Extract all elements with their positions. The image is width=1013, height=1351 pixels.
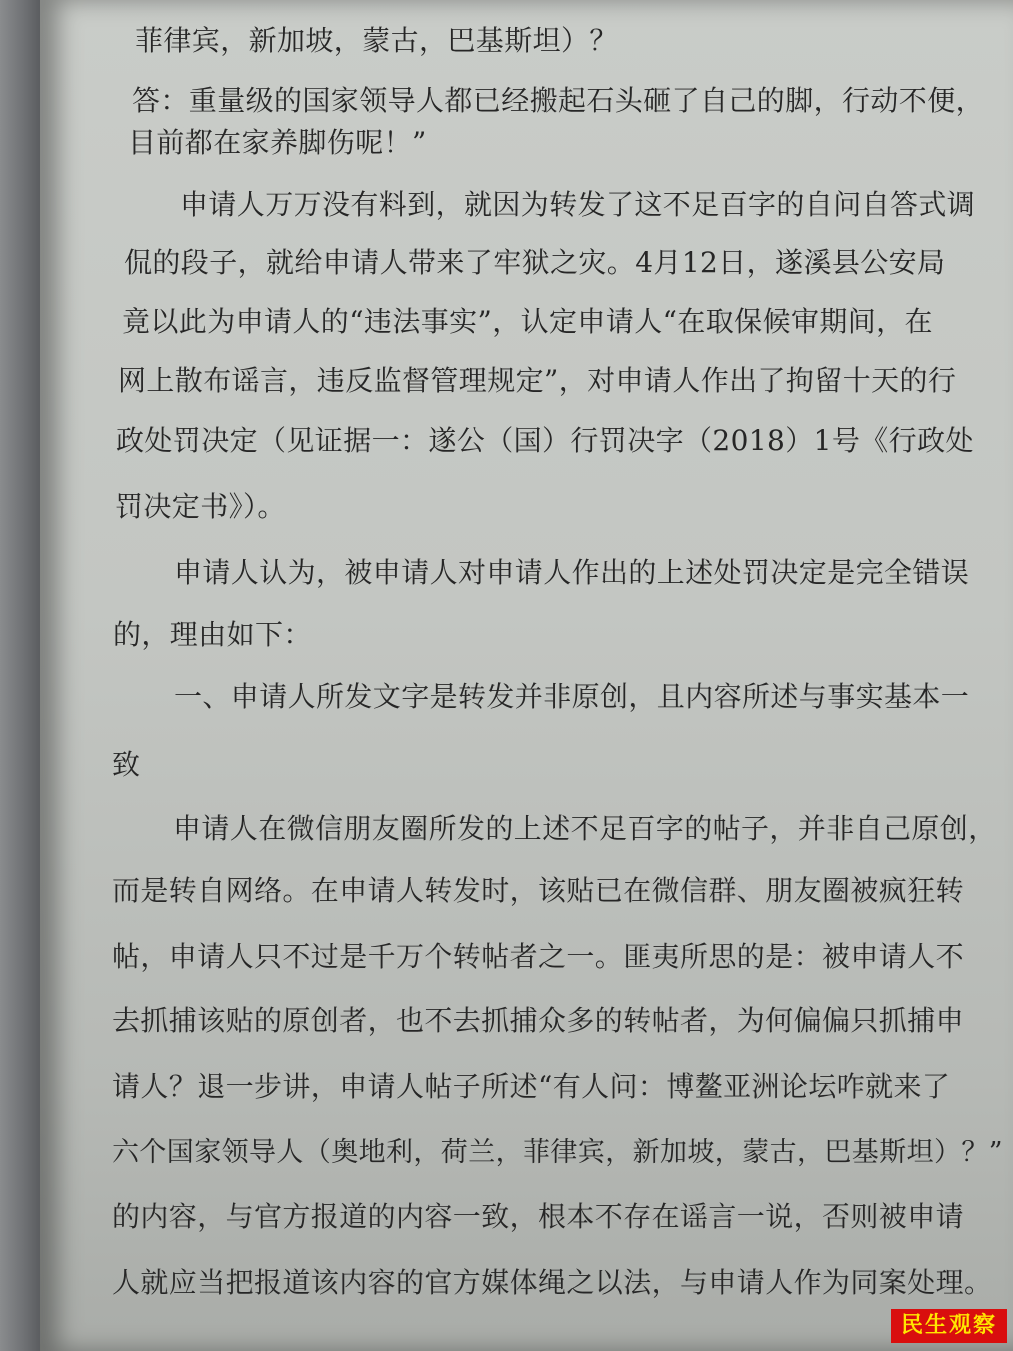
text-line: 六个国家领导人（奥地利，荷兰，菲律宾，新加坡，蒙古，巴基斯坦）？”	[112, 1137, 1004, 1168]
book-binding-edge	[0, 0, 40, 1351]
text-line: 政处罚决定（见证据一：遂公（国）行罚决字（2018）1号《行政处	[116, 424, 974, 457]
text-line: 的，理由如下：	[113, 618, 312, 651]
text-line: 目前都在家养脚伤呢！”	[128, 126, 427, 159]
text-line: 申请人万万没有料到，就因为转发了这不足百字的自问自答式调	[180, 188, 976, 221]
text-line: 网上散布谣言，违反监督管理规定”，对申请人作出了拘留十天的行	[118, 364, 957, 397]
text-line: 竟以此为申请人的“违法事实”，认定申请人“在取保候审期间，在	[122, 305, 933, 338]
text-line: 的内容，与官方报道的内容一致，根本不存在谣言一说，否则被申请	[112, 1200, 965, 1233]
text-line: 侃的段子，就给申请人带来了牢狱之灾。4月12日，遂溪县公安局	[124, 246, 946, 279]
text-line: 请人？退一步讲，申请人帖子所述“有人问：博鳌亚洲论坛咋就来了	[112, 1070, 951, 1103]
text-line: 申请人在微信朋友圈所发的上述不足百字的帖子，并非自己原创，	[173, 812, 997, 845]
text-line: 菲律宾，新加坡，蒙古，巴基斯坦）？	[135, 24, 618, 57]
text-line: 罚决定书》）。	[115, 490, 286, 523]
text-line: 答：重量级的国家领导人都已经搬起石头砸了自己的脚，行动不便，	[132, 84, 985, 117]
text-line: 去抓捕该贴的原创者，也不去抓捕众多的转帖者，为何偏偏只抓捕申	[112, 1004, 965, 1037]
section-heading: 一、申请人所发文字是转发并非原创，且内容所述与事实基本一	[174, 680, 970, 713]
document-page	[40, 0, 1013, 1351]
watermark-badge: 民生观察	[891, 1309, 1007, 1343]
section-heading: 致	[112, 748, 141, 781]
text-line: 申请人认为，被申请人对申请人作出的上述处罚决定是完全错误	[174, 556, 970, 589]
text-line: 人就应当把报道该内容的官方媒体绳之以法，与申请人作为同案处理。	[112, 1266, 993, 1299]
text-line: 而是转自网络。在申请人转发时，该贴已在微信群、朋友圈被疯狂转	[112, 874, 965, 907]
text-line: 帖，申请人只不过是千万个转帖者之一。匪夷所思的是：被申请人不	[112, 940, 965, 973]
